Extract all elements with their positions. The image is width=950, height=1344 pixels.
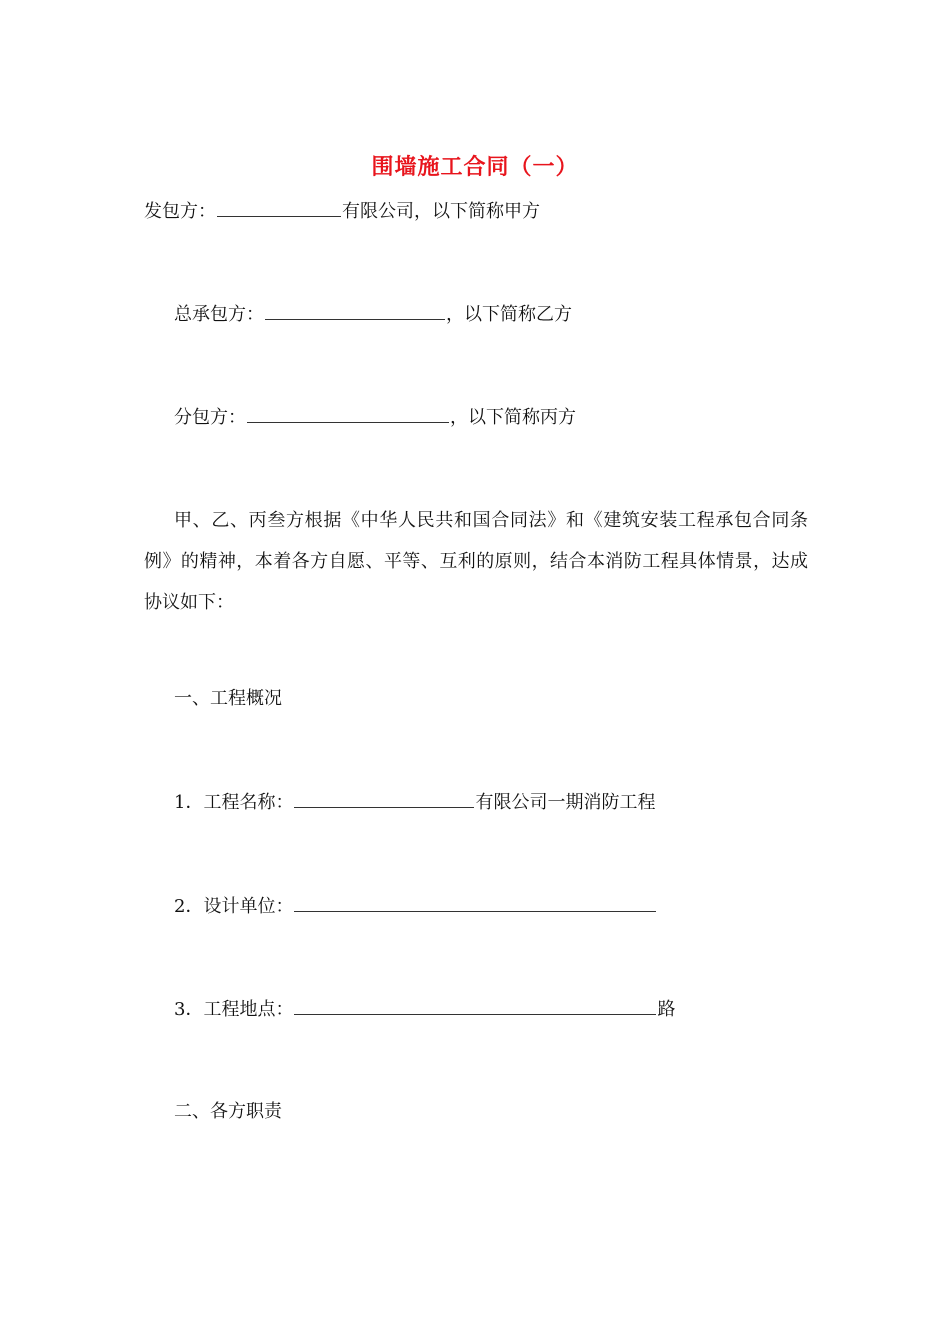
item-3-blank[interactable]: [294, 998, 656, 1015]
party-b-blank[interactable]: [265, 303, 445, 320]
item-2-blank[interactable]: [294, 895, 656, 912]
section-1-heading: 一、工程概况: [174, 688, 282, 709]
party-c-suffix: ，以下简称丙方: [450, 407, 576, 428]
party-a-suffix: 有限公司，以下简称甲方: [342, 201, 540, 222]
party-a-blank[interactable]: [217, 200, 341, 217]
item-1-suffix: 有限公司一期消防工程: [475, 792, 656, 813]
party-b-suffix: ，以下简称乙方: [446, 304, 572, 325]
item-3-line: [174, 998, 675, 1021]
document-title: 围墙施工合同（一）: [371, 154, 579, 180]
party-b-line: [174, 303, 572, 326]
party-a-label: 发包方：: [144, 201, 216, 222]
item-1-line: [174, 791, 655, 814]
party-b-label: 总承包方：: [174, 304, 264, 325]
item-2-label: 2．设计单位：: [174, 896, 294, 917]
item-2-line: [174, 895, 657, 918]
section-2-heading: 二、各方职责: [174, 1101, 282, 1122]
party-c-blank[interactable]: [247, 406, 449, 423]
party-c-label: 分包方：: [174, 407, 246, 428]
item-3-label: 3．工程地点：: [174, 999, 294, 1020]
item-1-blank[interactable]: [294, 791, 474, 808]
item-3-suffix: 路: [657, 999, 676, 1020]
intro-paragraph: 甲、乙、丙叁方根据《中华人民共和国合同法》和《建筑安装工程承包合同条例》的精神，本着各方自愿、平等、互利的原则，结合本消防工程具体情景，达成协议如下：: [144, 510, 808, 613]
item-1-label: 1．工程名称：: [174, 792, 294, 813]
party-a-line: [144, 200, 540, 223]
party-c-line: [174, 406, 576, 429]
